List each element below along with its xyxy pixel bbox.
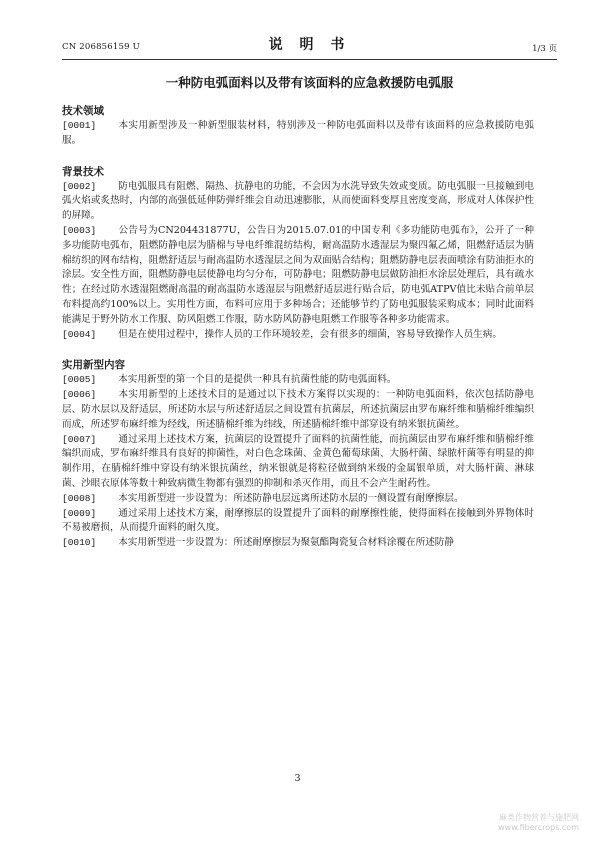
paragraph-number: [0006] (62, 389, 97, 401)
paragraph-text: 本实用新型的第一个目的是提供一种具有抗菌性能的防电弧面料。 (118, 374, 397, 386)
spacer (62, 342, 534, 358)
spacer (62, 149, 534, 165)
paragraph-number: [0009] (62, 507, 97, 519)
paragraph-number: [0010] (62, 537, 97, 549)
section-heading-technical-field: 技术领域 (62, 105, 104, 117)
paragraph-0001 (62, 119, 534, 149)
paragraph-number: [0002] (62, 180, 97, 192)
paragraph-0005 (62, 373, 534, 388)
document-type: 说 明 书 (268, 37, 351, 53)
site-watermark (498, 813, 579, 833)
watermark-url: www.fibercrops.com (498, 823, 579, 832)
paragraph-0008 (62, 492, 534, 507)
paragraph-text: 本实用新型进一步设置为：所述耐摩擦层为聚氨酯陶瓷复合材料涂覆在所述防静 (118, 537, 454, 549)
paragraph-0006 (62, 388, 534, 432)
document-title: 一种防电弧面料以及带有该面料的应急救援防电弧服 (165, 75, 454, 90)
paragraph-text: 本实用新型进一步设置为：所述防静电层远离所述防水层的一侧设置有耐摩擦层。 (118, 492, 464, 504)
paragraph-0004 (62, 328, 534, 343)
page-indicator: 1/3 页 (532, 44, 557, 54)
paragraph-0002 (62, 180, 534, 224)
section-heading-background: 背景技术 (62, 165, 104, 178)
paragraph-text: 本实用新型涉及一种新型服装材料，特别涉及一种防电弧面料以及带有该面料的应急救援防电弧服。 (62, 120, 534, 146)
page-number: 3 (294, 773, 301, 784)
section-heading-utility-model-content: 实用新型内容 (62, 359, 125, 372)
paragraph-number: [0007] (62, 433, 97, 445)
watermark-site-name: 麻类作物营养与施肥网 (499, 813, 579, 822)
paragraph-0007 (62, 433, 534, 492)
paragraph-number: [0005] (62, 374, 97, 386)
paragraph-number: [0001] (62, 120, 97, 131)
paragraph-text: 公告号为CN204431877U，公告日为2015.07.01的中国专利《多功能防电弧布》，公开了一种多功能防电弧布，阻燃防静电层为腈棉与导电纤维混纺结构，耐高温防水透湿层为聚四氟乙烯，阻燃舒适层为腈棉纺织的网布结构，阻燃舒适层与耐高温防水透湿层之间为双面贴合结构；阻燃防静电层表面喷涂有防油拒水的涂层。安全性方面，阻燃防静电层使静电均匀分布，可防静电；阻燃防静电层做防油拒水涂层处理后，具有疏水性；在经过防水透湿阻燃耐高温的耐高温防水透湿层与阻燃舒适层进行贴合后，防电弧ATPV值比未贴合前单层布料提高约100%以上。实用性方面，布料可应用于多种场合；还能够节约了防电弧服装采购成本；同时此面料能满足于野外防水工作服、防风阻燃工作服，防水防风防静电阻燃工作服等各种多功能需求。 (62, 224, 534, 325)
header-divider (62, 59, 557, 60)
paragraph-text: 通过采用上述技术方案，抗菌层的设置提升了面料的抗菌性能，而抗菌层由罗布麻纤维和腈棉纤维编织而成，罗布麻纤维具有良好的抑菌性，对白色念珠菌、金黄色葡萄球菌、大肠杆菌、绿脓杆菌等有明显的抑制作用，在腈棉纤维中穿设有纳米银抗菌丝，纳米银就是将粒径做到纳米级的金属银单质，对大肠杆菌、淋球菌、沙眼衣原体等数十种致病微生物都有强烈的抑制和杀灭作用，而且不会产生耐药性。 (62, 433, 534, 489)
document-number: CN 206856159 U (62, 42, 140, 52)
paragraph-text: 但是在使用过程中，操作人员的工作环境较差，会有很多的细菌，容易导致操作人员生病。 (118, 328, 502, 340)
paragraph-number: [0008] (62, 492, 97, 504)
paragraph-0009 (62, 507, 534, 537)
paragraph-number: [0004] (62, 328, 97, 340)
page-header (62, 34, 557, 56)
paragraph-text: 本实用新型的上述技术目的是通过以下技术方案得以实现的：一种防电弧面料，依次包括防静电层、防水层以及舒适层，所述防水层与所述舒适层之间设置有抗菌层，所述抗菌层由罗布麻纤维和腈棉纤维编织而成，所述罗布麻纤维为经线，所述腈棉纤维为纬线，所述腈棉纤维中部穿设有纳米银抗菌丝。 (62, 389, 534, 430)
paragraph-text: 防电弧服具有阻燃、隔热、抗静电的功能，不会因为水洗导致失效或变质。防电弧服一旦接触到电弧火焰或炙热时，内部的高强低延伸防弹纤维会自动迅速膨胀，从而使面料变厚且密度变高，形成对人体保护性的屏障。 (62, 180, 534, 222)
document-body (62, 104, 534, 551)
paragraph-0010 (62, 536, 534, 551)
paragraph-0003 (62, 224, 534, 328)
paragraph-number: [0003] (62, 224, 97, 236)
paragraph-text: 通过采用上述技术方案，耐摩擦层的设置提升了面料的耐摩擦性能，使得面料在接触到外界物体时不易被磨损，从而提升面料的耐久度。 (62, 507, 534, 534)
